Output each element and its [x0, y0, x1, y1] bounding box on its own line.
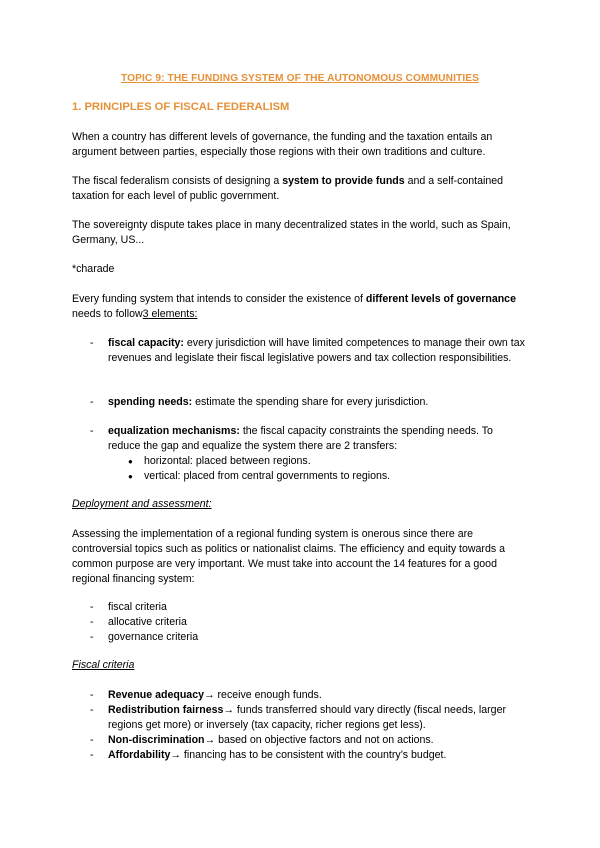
underlined-text: 3 elements: — [142, 308, 198, 320]
paragraph-levels-of-governance: When a country has different levels of governance, the funding and the taxation entails an argument between parties, especially those regions with their own traditions and culture. — [72, 131, 493, 158]
list-item — [90, 688, 528, 703]
list-item — [90, 336, 528, 366]
bold-term: Affordability — [108, 749, 171, 761]
paragraph-funding-system — [72, 292, 528, 322]
subheading-deployment: Deployment and assessment: — [72, 498, 212, 510]
list-item-text: → funds transferred should vary directly (fiscal needs, larger regions get more) or inversely (tax capacity, richer regions get less). — [108, 704, 506, 731]
dash-marker: - — [90, 749, 94, 761]
list-item-text: estimate the spending share for every jurisdiction. — [192, 396, 429, 408]
bold-term: Non-discrimination — [108, 734, 205, 746]
list-item-text: governance criteria — [108, 631, 199, 643]
dash-marker: - — [90, 689, 94, 701]
text-span: Every funding system that intends to consider the existence of — [72, 293, 366, 305]
paragraph-assessing: Assessing the implementation of a regional funding system is onerous since there are controversial topics such as politics or nationalist claims. The efficiency and equity towards a common purpose are very important. We must take into account the 14 features for a good regional financing system: — [72, 528, 505, 585]
elements-list — [90, 395, 528, 410]
dash-marker: - — [90, 337, 94, 349]
list-item-text: → receive enough funds. — [203, 689, 322, 701]
bullet-icon: ● — [128, 472, 133, 481]
section-heading: 1. PRINCIPLES OF FISCAL FEDERALISM — [72, 101, 290, 113]
bold-term: different levels of governance — [365, 293, 516, 305]
text-span: The fiscal federalism consists of designing a — [72, 175, 283, 187]
list-item-text: fiscal criteria — [108, 601, 167, 613]
list-item — [90, 733, 528, 748]
paragraph-charade: *charade — [72, 263, 115, 275]
list-item-text: horizontal: placed between regions. — [144, 455, 311, 467]
elements-list — [90, 336, 528, 366]
list-item-text: vertical: placed from central governments to regions. — [144, 470, 391, 482]
list-item-text: → financing has to be consistent with the country’s budget. — [170, 749, 447, 761]
list-item-text: allocative criteria — [108, 616, 187, 628]
fiscal-criteria-list — [90, 688, 528, 763]
list-item — [90, 615, 528, 630]
list-item — [90, 424, 528, 484]
list-item — [90, 395, 528, 410]
list-item — [124, 454, 528, 469]
bold-term: fiscal capacity: — [108, 337, 184, 349]
page-title: TOPIC 9: THE FUNDING SYSTEM OF THE AUTONOMOUS COMMUNITIES — [120, 73, 480, 84]
list-item — [90, 703, 528, 733]
list-item — [124, 469, 528, 484]
list-item — [90, 630, 528, 645]
bold-term: spending needs: — [108, 396, 193, 408]
bold-term: equalization mechanisms: — [108, 425, 240, 437]
elements-list — [90, 424, 528, 484]
dash-marker: - — [90, 616, 94, 628]
transfers-list — [108, 454, 528, 484]
list-item-text: → based on objective factors and not on actions. — [204, 734, 434, 746]
text-span: needs to follow — [72, 308, 143, 320]
criteria-list — [90, 600, 528, 645]
dash-marker: - — [90, 425, 94, 437]
bold-term: Redistribution fairness — [108, 704, 224, 716]
list-item-text: the fiscal capacity constraints the spending needs. To reduce the gap and equalize the system there are 2 transfers: — [108, 425, 493, 452]
bullet-icon: ● — [128, 457, 133, 466]
paragraph-sovereignty: The sovereignty dispute takes place in many decentralized states in the world, such as Spain, Germany, US... — [72, 219, 511, 246]
text-span: and a self-contained taxation for each level of public government. — [72, 175, 504, 202]
dash-marker: - — [90, 396, 94, 408]
list-item-text: every jurisdiction will have limited competences to manage their own tax revenues and legislate their fiscal legislative powers and tax collection responsibilities. — [108, 337, 525, 364]
dash-marker: - — [90, 704, 94, 716]
paragraph-fiscal-federalism — [72, 174, 528, 204]
list-item — [90, 600, 528, 615]
dash-marker: - — [90, 734, 94, 746]
bold-term: Revenue adequacy — [108, 689, 204, 701]
list-item — [90, 748, 528, 763]
subheading-fiscal-criteria: Fiscal criteria — [72, 659, 135, 671]
dash-marker: - — [90, 631, 94, 643]
dash-marker: - — [90, 601, 94, 613]
bold-term: system to provide funds — [282, 175, 405, 187]
